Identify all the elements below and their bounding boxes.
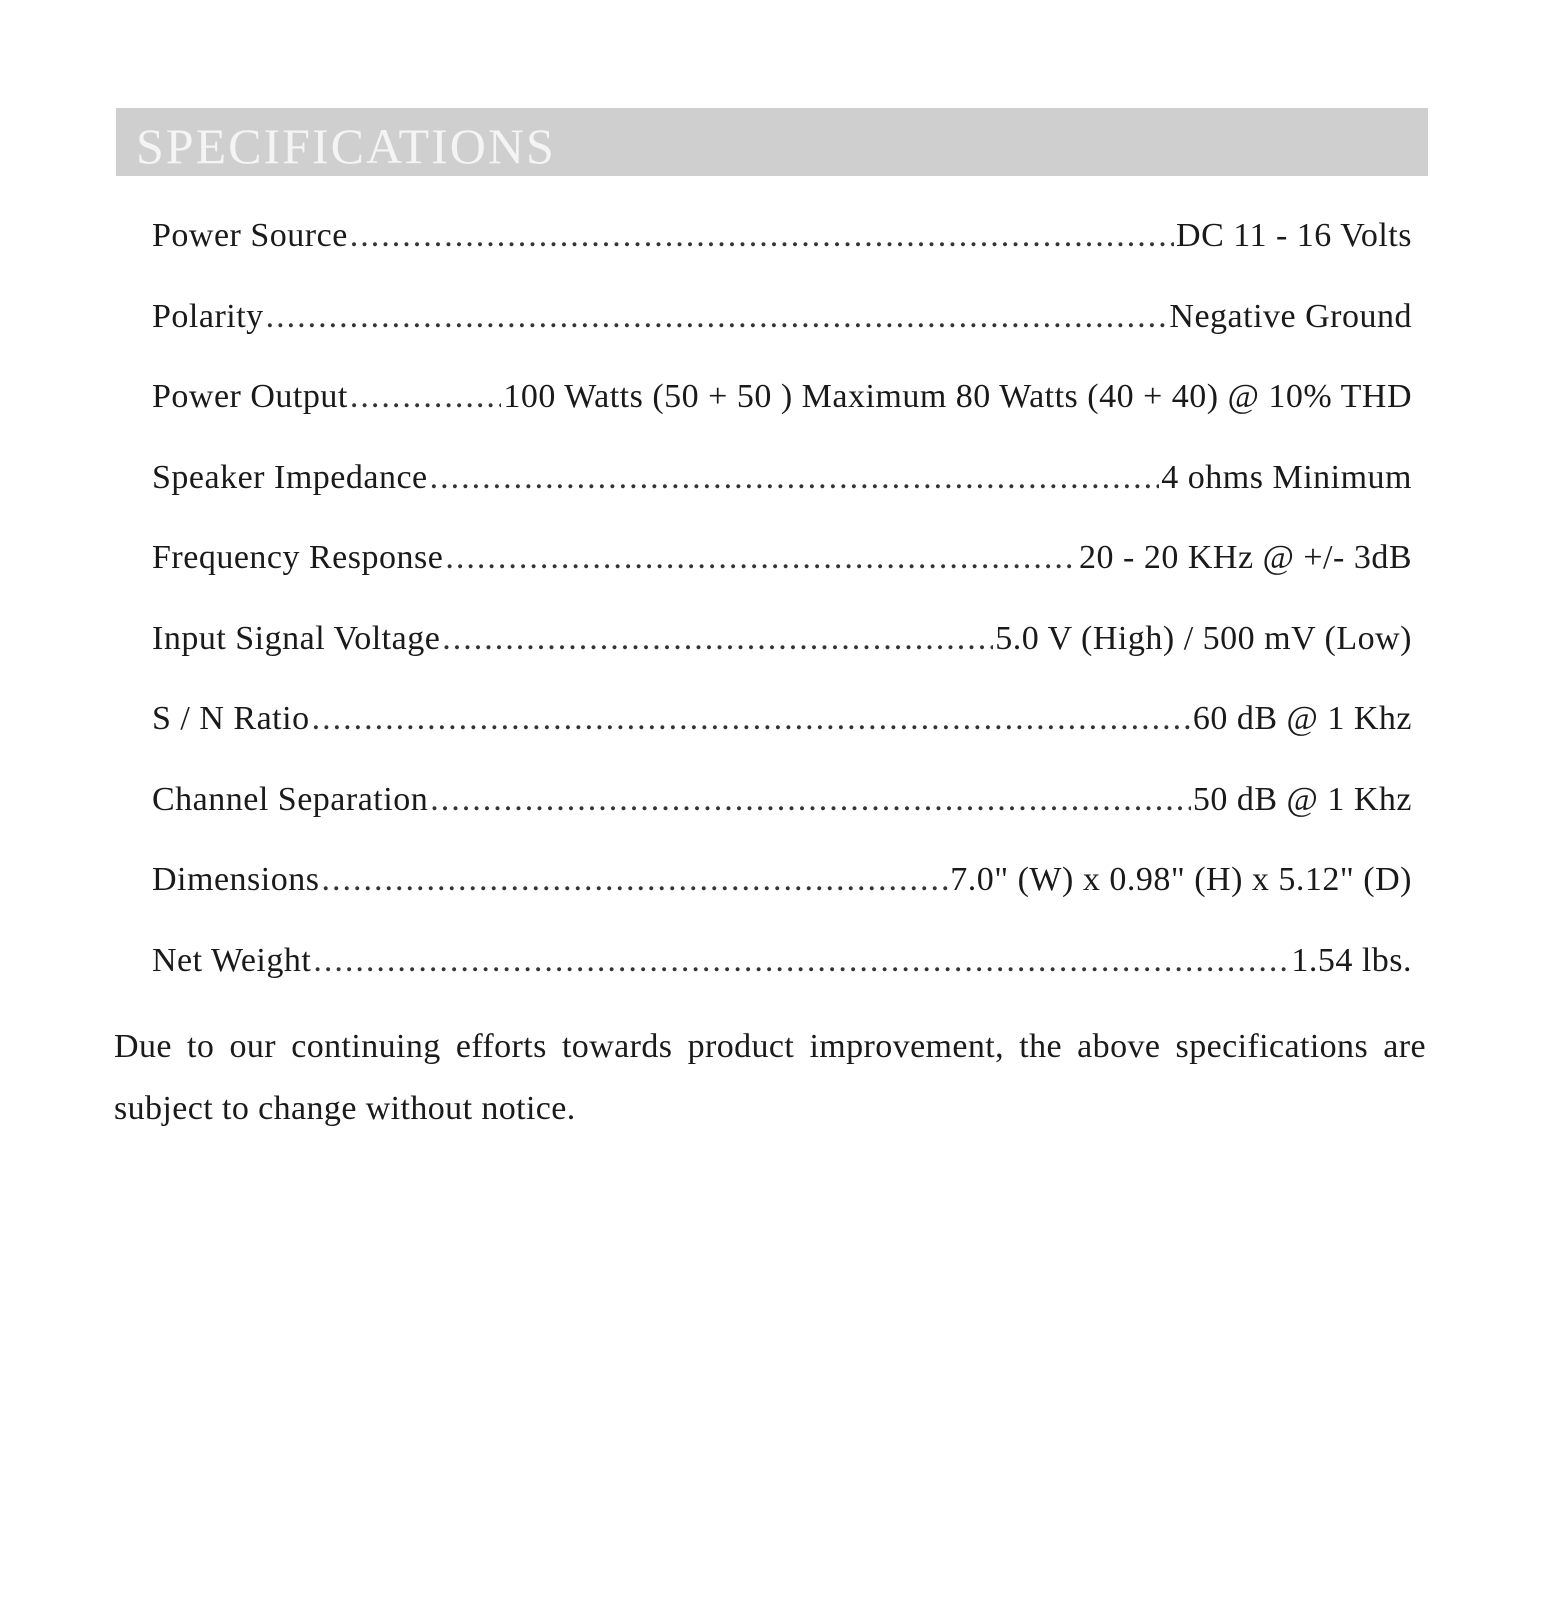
spec-value: 7.0" (W) x 0.98" (H) x 5.12" (D) <box>950 861 1412 898</box>
spec-value: Negative Ground <box>1169 297 1412 335</box>
spec-value: 20 - 20 KHz @ +/- 3dB <box>1079 539 1412 576</box>
spec-value: 100 Watts (50 + 50 ) Maximum 80 Watts (40 + 40) @ 10% THD <box>503 378 1412 415</box>
spec-value: 4 ohms Minimum <box>1161 458 1412 496</box>
spec-row-net-weight <box>152 931 1412 1012</box>
dot-leader <box>445 528 1077 588</box>
spec-value: 50 dB @ 1 Khz <box>1192 780 1412 818</box>
specifications-list <box>152 206 1412 1011</box>
spec-value: 60 dB @ 1 Khz <box>1192 700 1412 737</box>
spec-row-power-source <box>152 206 1412 287</box>
spec-row-dimensions <box>152 850 1412 931</box>
dot-leader <box>350 206 1174 266</box>
spec-row-input-signal-voltage <box>152 609 1412 690</box>
dot-leader <box>321 850 948 910</box>
spec-row-frequency-response <box>152 528 1412 609</box>
section-header-bar <box>116 108 1428 176</box>
dot-leader <box>430 448 1160 508</box>
spec-row-channel-separation <box>152 770 1412 851</box>
change-notice: Due to our continuing efforts towards product improvement, the above specifications are subject to change without notice. <box>114 1028 1426 1127</box>
spec-value: 1.54 lbs. <box>1291 941 1412 979</box>
spec-label: Polarity <box>152 297 264 335</box>
spec-row-polarity <box>152 287 1412 368</box>
spec-label: Speaker Impedance <box>152 458 428 496</box>
spec-label: S / N Ratio <box>152 700 310 737</box>
spec-label: Dimensions <box>152 861 320 898</box>
spec-label: Input Signal Voltage <box>152 619 441 657</box>
spec-label: Net Weight <box>152 941 312 979</box>
spec-row-power-output <box>152 367 1412 448</box>
spec-label: Power Output <box>152 378 348 415</box>
dot-leader <box>430 770 1191 830</box>
dot-leader <box>266 287 1168 347</box>
spec-label: Channel Separation <box>152 780 429 818</box>
spec-value: DC 11 - 16 Volts <box>1176 217 1412 254</box>
dot-leader <box>313 931 1289 991</box>
spec-value: 5.0 V (High) / 500 mV (Low) <box>995 619 1412 657</box>
spec-label: Frequency Response <box>152 539 444 576</box>
spec-row-speaker-impedance <box>152 448 1412 529</box>
spec-row-sn-ratio <box>152 689 1412 770</box>
dot-leader <box>312 689 1191 749</box>
spec-label: Power Source <box>152 217 348 254</box>
dot-leader <box>350 367 502 427</box>
dot-leader <box>442 609 993 669</box>
section-title: SPECIFICATIONS <box>136 118 556 174</box>
